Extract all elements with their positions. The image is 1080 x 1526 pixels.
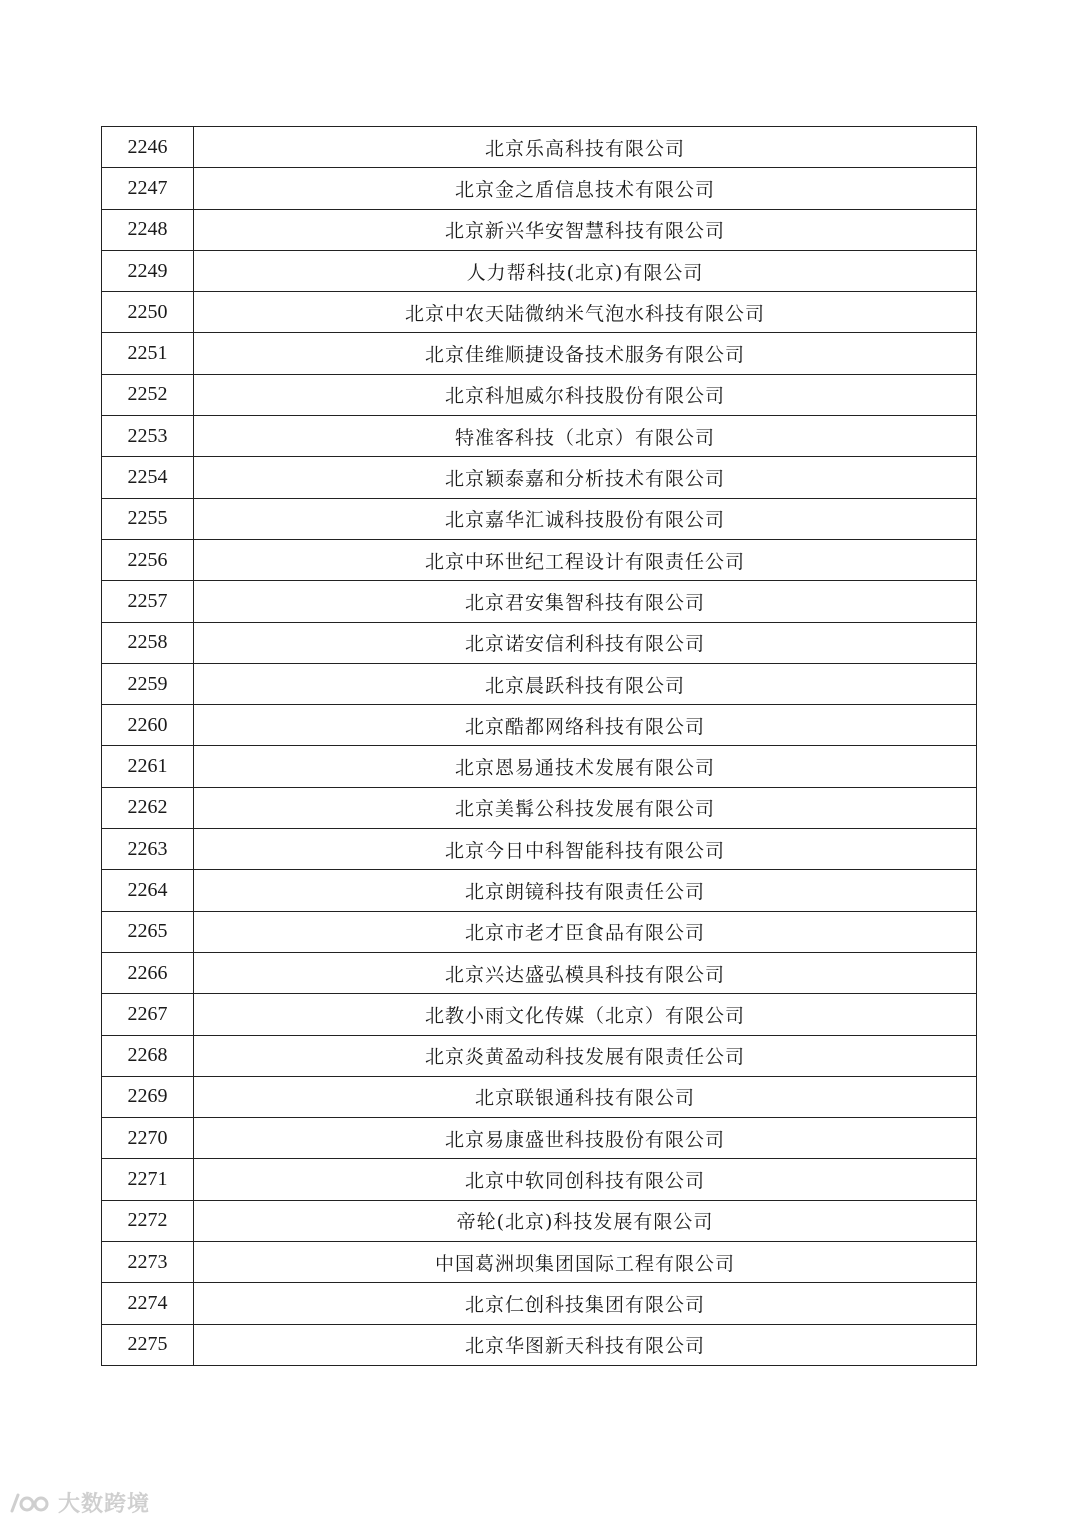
table-row <box>102 746 977 787</box>
table-row <box>102 292 977 333</box>
row-number: 2264 <box>102 870 194 911</box>
watermark-text: 大数跨境 <box>58 1492 151 1517</box>
company-name: 北京炎黄盈动科技发展有限责任公司 <box>194 1035 977 1076</box>
row-number: 2271 <box>102 1159 194 1200</box>
row-number: 2248 <box>102 209 194 250</box>
table-row <box>102 911 977 952</box>
company-name: 北京市老才臣食品有限公司 <box>194 911 977 952</box>
table-row <box>102 870 977 911</box>
row-number: 2260 <box>102 705 194 746</box>
row-number: 2266 <box>102 952 194 993</box>
row-number: 2267 <box>102 994 194 1035</box>
table-row <box>102 829 977 870</box>
row-number: 2250 <box>102 292 194 333</box>
company-name: 中国葛洲坝集团国际工程有限公司 <box>194 1242 977 1283</box>
company-name: 北京酷都网络科技有限公司 <box>194 705 977 746</box>
company-list-table <box>101 126 977 1366</box>
row-number: 2251 <box>102 333 194 374</box>
company-name: 北京易康盛世科技股份有限公司 <box>194 1118 977 1159</box>
table-row <box>102 1159 977 1200</box>
table-row <box>102 581 977 622</box>
company-name: 北京恩易通技术发展有限公司 <box>194 746 977 787</box>
row-number: 2270 <box>102 1118 194 1159</box>
company-name: 北京朗镜科技有限责任公司 <box>194 870 977 911</box>
row-number: 2269 <box>102 1076 194 1117</box>
row-number: 2265 <box>102 911 194 952</box>
company-name: 帝轮(北京)科技发展有限公司 <box>194 1200 977 1241</box>
table-row <box>102 952 977 993</box>
table-row <box>102 705 977 746</box>
table-row <box>102 1076 977 1117</box>
row-number: 2249 <box>102 250 194 291</box>
company-name: 北京今日中科智能科技有限公司 <box>194 829 977 870</box>
row-number: 2257 <box>102 581 194 622</box>
table-row <box>102 168 977 209</box>
row-number: 2275 <box>102 1324 194 1365</box>
company-name: 北京佳维顺捷设备技术服务有限公司 <box>194 333 977 374</box>
company-name: 北京科旭威尔科技股份有限公司 <box>194 374 977 415</box>
row-number: 2259 <box>102 663 194 704</box>
table-row <box>102 1035 977 1076</box>
table-row <box>102 250 977 291</box>
row-number: 2274 <box>102 1283 194 1324</box>
watermark <box>8 1487 150 1518</box>
row-number: 2262 <box>102 787 194 828</box>
table-row <box>102 787 977 828</box>
company-name: 北京乐高科技有限公司 <box>194 127 977 168</box>
company-name: 北京新兴华安智慧科技有限公司 <box>194 209 977 250</box>
row-number: 2252 <box>102 374 194 415</box>
row-number: 2258 <box>102 622 194 663</box>
table-row <box>102 1118 977 1159</box>
company-name: 北京中软同创科技有限公司 <box>194 1159 977 1200</box>
table-row <box>102 1324 977 1365</box>
table-row <box>102 498 977 539</box>
row-number: 2261 <box>102 746 194 787</box>
row-number: 2256 <box>102 539 194 580</box>
table-row <box>102 209 977 250</box>
table-row <box>102 333 977 374</box>
row-number: 2254 <box>102 457 194 498</box>
table-row <box>102 1283 977 1324</box>
row-number: 2263 <box>102 829 194 870</box>
company-name: 北京晨跃科技有限公司 <box>194 663 977 704</box>
table-row <box>102 416 977 457</box>
company-name: 北京兴达盛弘模具科技有限公司 <box>194 952 977 993</box>
company-name: 北京诺安信利科技有限公司 <box>194 622 977 663</box>
table-row <box>102 374 977 415</box>
company-name: 北教小雨文化传媒（北京）有限公司 <box>194 994 977 1035</box>
row-number: 2246 <box>102 127 194 168</box>
table-row <box>102 994 977 1035</box>
table-row <box>102 539 977 580</box>
table-body <box>102 127 977 1366</box>
table-row <box>102 1200 977 1241</box>
company-name: 北京华图新天科技有限公司 <box>194 1324 977 1365</box>
company-name: 北京颖泰嘉和分析技术有限公司 <box>194 457 977 498</box>
company-name: 北京联银通科技有限公司 <box>194 1076 977 1117</box>
company-name: 北京美髯公科技发展有限公司 <box>194 787 977 828</box>
row-number: 2247 <box>102 168 194 209</box>
company-name: 北京君安集智科技有限公司 <box>194 581 977 622</box>
company-name: 特准客科技（北京）有限公司 <box>194 416 977 457</box>
company-name: 北京嘉华汇诚科技股份有限公司 <box>194 498 977 539</box>
row-number: 2272 <box>102 1200 194 1241</box>
company-name: 北京仁创科技集团有限公司 <box>194 1283 977 1324</box>
table-row <box>102 663 977 704</box>
brand-logo-icon <box>8 1491 52 1515</box>
company-name: 北京中环世纪工程设计有限责任公司 <box>194 539 977 580</box>
company-name: 北京金之盾信息技术有限公司 <box>194 168 977 209</box>
row-number: 2255 <box>102 498 194 539</box>
company-name: 北京中农天陆微纳米气泡水科技有限公司 <box>194 292 977 333</box>
company-name: 人力帮科技(北京)有限公司 <box>194 250 977 291</box>
table-row <box>102 127 977 168</box>
row-number: 2268 <box>102 1035 194 1076</box>
table-row <box>102 1242 977 1283</box>
table-row <box>102 622 977 663</box>
row-number: 2273 <box>102 1242 194 1283</box>
table-row <box>102 457 977 498</box>
row-number: 2253 <box>102 416 194 457</box>
